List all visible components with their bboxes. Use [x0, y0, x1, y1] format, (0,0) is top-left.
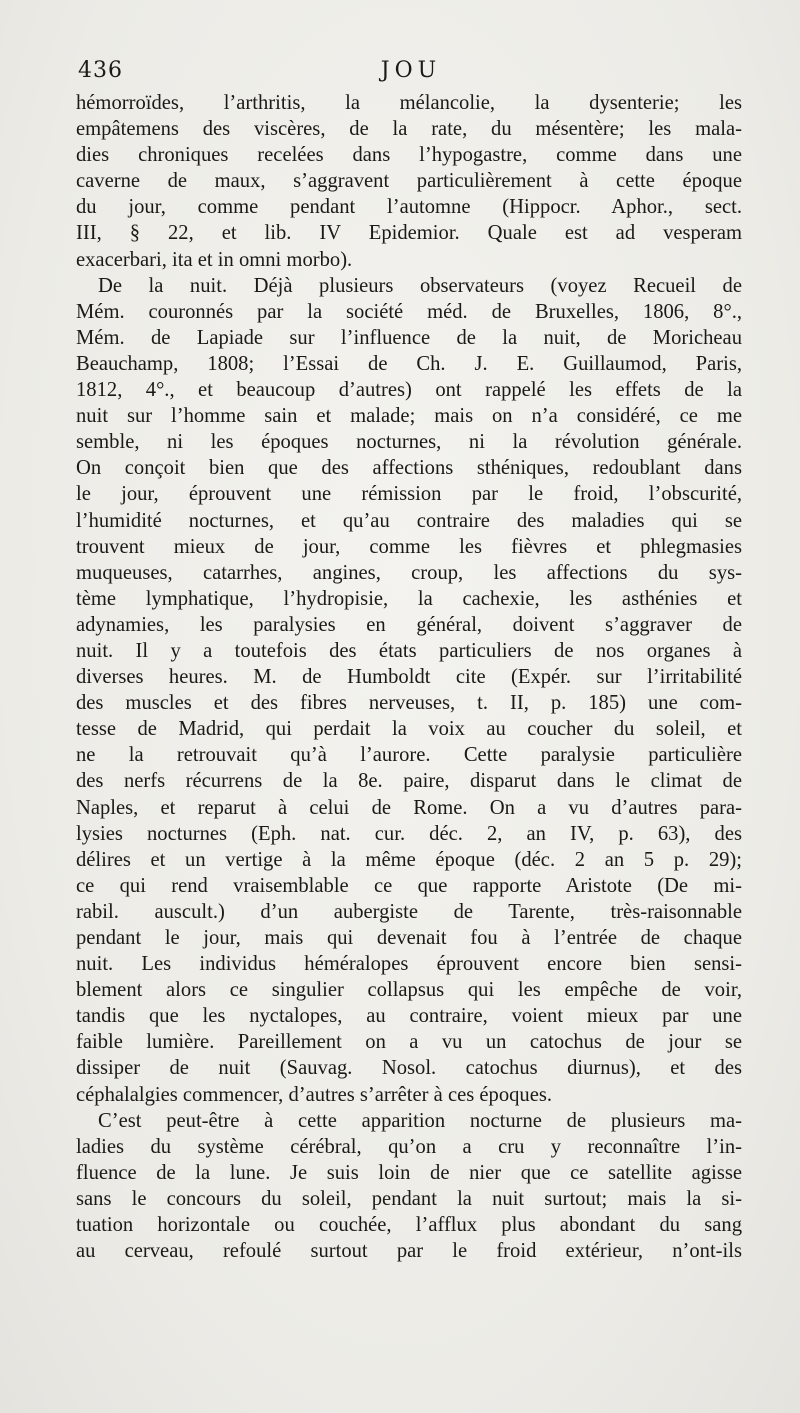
text-line: III, § 22, et lib. IV Epidemior. Quale est ad vesperam	[76, 222, 742, 245]
body-text	[76, 90, 742, 1264]
text-line: On conçoit bien que des affections sthéniques, redoublant dans	[76, 457, 742, 480]
text-line: caverne de maux, s’aggravent particulièrement à cette époque	[76, 170, 742, 193]
text-line: délires et un vertige à la même époque (déc. 2 an 5 p. 29);	[76, 848, 742, 871]
text-line: rabil. auscult.) d’un aubergiste de Tarente, très-raisonnable	[76, 900, 742, 923]
text-line: fluence de la lune. Je suis loin de nier que ce satellite agisse	[76, 1161, 742, 1184]
text-line: pendant le jour, mais qui devenait fou à l’entrée de chaque	[76, 927, 742, 949]
text-line: trouvent mieux de jour, comme les fièvres et phlegmasies	[76, 535, 742, 558]
text-line: nuit. Il y a toutefois des états particuliers de nos organes à	[76, 639, 742, 662]
text-line: Mém. couronnés par la société méd. de Bruxelles, 1806, 8°.,	[76, 300, 742, 323]
text-line: lysies nocturnes (Eph. nat. cur. déc. 2, an IV, p. 63), des	[76, 822, 742, 845]
text-line: ce qui rend vraisemblable ce que rapporte Aristote (De mi-	[76, 874, 742, 897]
text-line: dissiper de nuit (Sauvag. Nosol. catochus diurnus), et des	[76, 1057, 742, 1080]
text-line: tandis que les nyctalopes, au contraire, voient mieux par une	[76, 1005, 742, 1028]
text-line: empâtemens des viscères, de la rate, du mésentère; les mala-	[76, 118, 742, 141]
text-line: dies chroniques recelées dans l’hypogastre, comme dans une	[76, 144, 742, 167]
text-line: blement alors ce singulier collapsus qui les empêche de voir,	[76, 979, 742, 1002]
text-line: le jour, éprouvent une rémission par le froid, l’obscurité,	[76, 483, 742, 506]
text-line: céphalalgies commencer, d’autres s’arrêter à ces époques.	[76, 1083, 553, 1106]
text-line: au cerveau, refoulé surtout par le froid extérieur, n’ont-ils	[76, 1240, 742, 1263]
text-line: des muscles et des fibres nerveuses, t. II, p. 185) une com-	[76, 692, 742, 715]
text-line: muqueuses, catarrhes, angines, croup, les affections du sys-	[76, 561, 742, 584]
text-line: hémorroïdes, l’arthritis, la mélancolie, la dysenterie; les	[76, 92, 742, 114]
text-line: ladies du système cérébral, qu’on a cru y reconnaître l’in-	[76, 1135, 742, 1158]
text-line: tesse de Madrid, qui perdait la voix au coucher du soleil, et	[76, 718, 742, 741]
text-line: semble, ni les époques nocturnes, ni la révolution générale.	[76, 431, 742, 454]
text-line: Naples, et reparut à celui de Rome. On a vu d’autres para-	[76, 796, 742, 819]
running-title: JOU	[380, 58, 442, 83]
text-line: diverses heures. M. de Humboldt cite (Expér. sur l’irritabilité	[76, 666, 742, 689]
text-line: des nerfs récurrens de la 8e. paire, disparut dans le climat de	[76, 770, 742, 793]
text-line: ne la retrouvait qu’à l’aurore. Cette paralysie particulière	[76, 744, 742, 767]
text-line: Mém. de Lapiade sur l’influence de la nuit, de Moricheau	[76, 326, 742, 349]
page-number: 436	[78, 58, 123, 83]
text-line: adynamies, les paralysies en général, doivent s’aggraver de	[76, 613, 742, 636]
text-line: faible lumière. Pareillement on a vu un catochus de jour se	[76, 1031, 742, 1054]
text-line: tème lymphatique, l’hydropisie, la cachexie, les asthénies et	[76, 587, 742, 610]
text-line: nuit. Les individus héméralopes éprouvent encore bien sensi-	[76, 953, 742, 976]
text-line: Beauchamp, 1808; l’Essai de Ch. J. E. Guillaumod, Paris,	[76, 352, 742, 375]
text-line: 1812, 4°., et beaucoup d’autres) ont rappelé les effets de la	[76, 379, 742, 402]
text-line: tuation horizontale ou couchée, l’afflux plus abondant du sang	[76, 1214, 742, 1237]
text-line: nuit sur l’homme sain et malade; mais on n’a considéré, ce me	[76, 405, 742, 428]
text-line: C’est peut-être à cette apparition nocturne de plusieurs ma-	[98, 1109, 742, 1132]
text-line: exacerbari, ita et in omni morbo).	[76, 248, 353, 271]
text-line: du jour, comme pendant l’automne (Hippocr. Aphor., sect.	[76, 196, 742, 219]
text-line: sans le concours du soleil, pendant la nuit surtout; mais la si-	[76, 1187, 742, 1210]
running-header	[78, 58, 744, 92]
text-line: l’humidité nocturnes, et qu’au contraire des maladies qui se	[76, 509, 742, 532]
text-line: De la nuit. Déjà plusieurs observateurs (voyez Recueil de	[98, 274, 742, 297]
